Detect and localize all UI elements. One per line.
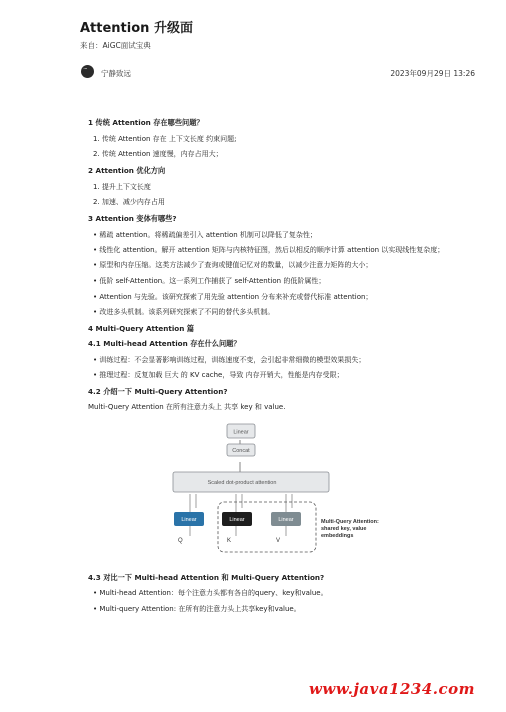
section-4-heading: 4 Multi-Query Attention 篇: [88, 324, 195, 333]
author-name[interactable]: 宁静致远: [101, 69, 131, 78]
list-item: • 稀疏 attention。将稀疏偏差引入 attention 机制可以降低了复杂性；: [93, 231, 317, 239]
list-item: 1. 提升上下文长度: [93, 183, 151, 191]
diagram-caption-line: Multi-Query Attention:: [321, 519, 379, 525]
list-item: 2. 加速、减少内存占用: [93, 198, 165, 206]
list-item: 1. 传统 Attention 存在 上下文长度 约束问题;: [93, 135, 237, 143]
section-4-3-heading: 4.3 对比一下 Multi-head Attention 和 Multi-Query Attention?: [88, 573, 325, 582]
list-item: • Attention 与先验。该研究探索了用先验 attention 分布来补充或替代标准 attention；: [93, 293, 373, 301]
watermark: www.java1234.com: [309, 680, 476, 698]
list-item: • 推理过程：反复加载 巨大 的 KV cache，导致 内存开销大，性能是内存受限；: [93, 371, 344, 379]
linear-k-label: Linear: [229, 517, 245, 523]
section-4-1-heading: 4.1 Multi-head Attention 存在什么问题？: [88, 339, 241, 348]
mqa-diagram: [170, 408, 406, 556]
concat-label: Concat: [232, 448, 250, 454]
linear-top-label: Linear: [233, 429, 249, 436]
section-3-heading: 3 Attention 变体有哪些?: [88, 214, 177, 223]
kv-shared-region: [218, 502, 316, 552]
q-label: Q: [178, 538, 183, 544]
section-2-heading: 2 Attention 优化方向: [88, 166, 166, 175]
section-1-heading: 1 传统 Attention 存在哪些问题？: [88, 118, 204, 127]
list-item: • 线性化 attention。解开 attention 矩阵与内核特征图，然后以相反的顺序计算 attention 以实现线性复杂度；: [93, 246, 445, 254]
list-item: • 改进多头机制。该系列研究探索了不同的替代多头机制。: [93, 308, 275, 316]
avatar[interactable]: [81, 65, 94, 78]
diagram-caption-line: shared key, value: [321, 526, 367, 532]
linear-v-label: Linear: [278, 517, 294, 523]
k-label: K: [227, 538, 232, 544]
list-item: 2. 传统 Attention 速度慢，内存占用大；: [93, 150, 223, 158]
paragraph: Multi-Query Attention 在所有注意力头上 共享 key 和 value.: [88, 403, 286, 411]
list-item: • 原型和内存压缩。这类方法减少了查询或键值记忆对的数量，以减少注意力矩阵的大小；: [93, 261, 373, 269]
source-label: 来自：AiGC面试宝典: [80, 41, 151, 50]
list-item: • 训练过程：不会显著影响训练过程，训练速度不变，会引起非常细微的模型效果损失；: [93, 356, 366, 364]
section-4-2-heading: 4.2 介绍一下 Multi-Query Attention?: [88, 387, 228, 396]
list-item: • Multi-head Attention：每个注意力头都有各自的query、key和value。: [93, 589, 328, 597]
v-label: V: [276, 538, 281, 544]
list-item: • Multi-query Attention: 在所有的注意力头上共享key和value。: [93, 605, 301, 613]
linear-q-label: Linear: [181, 517, 197, 523]
diagram-caption-line: embeddings: [321, 533, 354, 539]
publish-datetime: 2023年09月29日 13:26: [390, 69, 475, 78]
list-item: • 低阶 self-Attention。这一系列工作捕获了 self-Attention 的低阶属性；: [93, 277, 326, 285]
page-title: Attention 升级面: [80, 21, 193, 36]
sdpa-label: Scaled dot-product attention: [207, 480, 277, 486]
